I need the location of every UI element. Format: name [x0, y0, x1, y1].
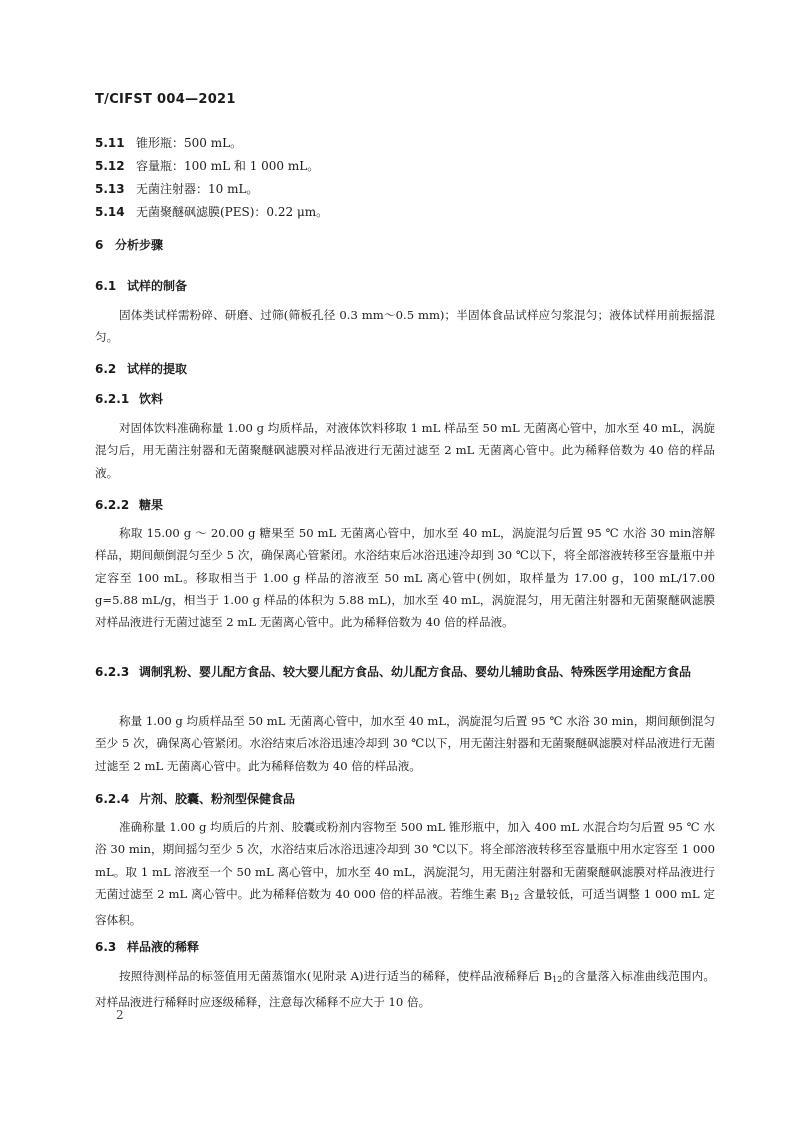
list-item	[95, 132, 715, 155]
body-text: 的含量落入标准曲线范围内。对样品液进行稀释时应逐级稀释，注意每次稀释不应大于 10 倍。	[95, 969, 715, 1010]
page-number: 2	[116, 1008, 124, 1022]
list-item	[95, 178, 715, 201]
section-6-2-heading	[95, 360, 187, 377]
section-number: 6.1	[95, 279, 117, 293]
subscript: 12	[509, 892, 520, 902]
section-6-2-3-heading	[95, 661, 715, 683]
item-text: 无菌聚醚砜滤膜(PES)：0.22 μm。	[136, 205, 329, 219]
section-number: 6.2	[95, 362, 117, 376]
section-number: 6.2.2	[95, 498, 130, 512]
section-title: 试样的提取	[127, 362, 188, 376]
section-title: 糖果	[139, 498, 164, 512]
section-6-heading	[95, 236, 163, 253]
section-6-3-heading	[95, 938, 199, 955]
section-6-2-4-body	[95, 816, 715, 931]
section-6-2-4-heading	[95, 790, 295, 807]
section-6-2-2-body: 称取 15.00 g ～ 20.00 g 糖果至 50 mL 无菌离心管中，加水至 40 mL，涡旋混匀后置 95 ℃ 水浴 30 min溶解样品，期间颠倒混匀至少 5 次，确保离心管紧闭。水浴结束后冰浴迅速冷却到 30 ℃以下，将全部溶液转移至容量瓶中并定容至 100 mL。移取相当于 1.00 g 样品的溶液至 50 mL 离心管中(例如，取样量为 17.00 g，100 mL/17.00 g=5.88 mL/g，相当于 1.00 g 样品的体积为 5.88 mL)，加水至 40 mL，涡旋混匀，用无菌注射器和无菌聚醚砜滤膜对样品液进行无菌过滤至 2 mL 无菌离心管中。此为稀释倍数为 40 倍的样品液。	[95, 526, 715, 630]
section-6-1-body: 固体类试样需粉碎、研磨、过筛(筛板孔径 0.3 mm～0.5 mm)；半固体食品试样应匀浆混匀；液体试样用前振摇混匀。	[95, 308, 715, 345]
section-number: 6.2.4	[95, 792, 130, 806]
equipment-list	[95, 132, 715, 224]
item-text: 容量瓶：100 mL 和 1 000 mL。	[136, 159, 320, 173]
body-text: 准确称量 1.00 g 均质后的片剂、胶囊或粉剂内容物至 500 mL 锥形瓶中，加入 400 mL 水混合均匀后置 95 ℃ 水浴 30 min，期间摇匀至少 5 次，水浴结束后冰浴迅速冷却到 30 ℃以下。将全部溶液转移至容量瓶中用水定容至 1 000 mL。取 1 mL 溶液至一个 50 mL 离心管中，加水至 40 mL，涡旋混匀，用无菌注射器和无菌聚醚砜滤膜对样品液进行无菌过滤至 2 mL 离心管中。此为稀释倍数为 40 000 倍的样品液。若维生素 B	[95, 820, 715, 901]
section-title: 试样的制备	[127, 279, 188, 293]
standard-code: T/CIFST 004—2021	[95, 92, 236, 107]
item-text: 锥形瓶：500 mL。	[136, 136, 243, 150]
body-text: 含量较低，可适当调整 1 000 mL 定容体积。	[95, 886, 715, 928]
section-title: 分析步骤	[115, 238, 164, 252]
section-6-2-3-body: 称量 1.00 g 均质样品至 50 mL 无菌离心管中，加水至 40 mL，涡旋混匀后置 95 ℃ 水浴 30 min，期间颠倒混匀至少 5 次，确保离心管紧闭。水浴结束后冰浴迅速冷却到 30 ℃以下，用无菌注射器和无菌聚醚砜滤膜对样品液进行无菌过滤至 2 mL 无菌离心管中。此为稀释倍数为 40 倍的样品液。	[95, 714, 715, 773]
item-text: 无菌注射器：10 mL。	[136, 182, 259, 196]
section-title: 样品液的稀释	[127, 940, 200, 954]
list-item	[95, 201, 715, 224]
section-6-2-2-heading	[95, 496, 163, 513]
section-number: 6.2.3	[95, 665, 130, 679]
body-text: 按照待测样品的标签值用无菌蒸馏水(见附录 A)进行适当的稀释，使样品液稀释后 B	[119, 969, 553, 983]
section-number: 6.2.1	[95, 392, 130, 406]
item-number: 5.14	[95, 205, 125, 219]
item-number: 5.12	[95, 159, 125, 173]
section-number: 6.3	[95, 940, 117, 954]
list-item	[95, 155, 715, 178]
section-6-2-1-body: 对固体饮料准确称量 1.00 g 均质样品，对液体饮料移取 1 mL 样品至 50 mL 无菌离心管中，加水至 40 mL，涡旋混匀后，用无菌注射器和无菌聚醚砜滤膜对样品液进行无菌过滤至 2 mL 无菌离心管中。此为稀释倍数为 40 倍的样品液。	[95, 421, 715, 480]
section-6-2-1-heading	[95, 390, 163, 407]
section-6-1-heading	[95, 277, 187, 294]
section-number: 6	[95, 238, 104, 252]
item-number: 5.13	[95, 182, 125, 196]
section-title: 片剂、胶囊、粉剂型保健食品	[139, 792, 296, 806]
section-6-3-body	[95, 965, 715, 1014]
item-number: 5.11	[95, 136, 125, 150]
subscript: 12	[552, 975, 563, 984]
section-title: 调制乳粉、婴儿配方食品、较大婴儿配方食品、幼儿配方食品、婴幼儿辅助食品、特殊医学用途配方食品	[139, 665, 692, 679]
section-title: 饮料	[139, 392, 164, 406]
